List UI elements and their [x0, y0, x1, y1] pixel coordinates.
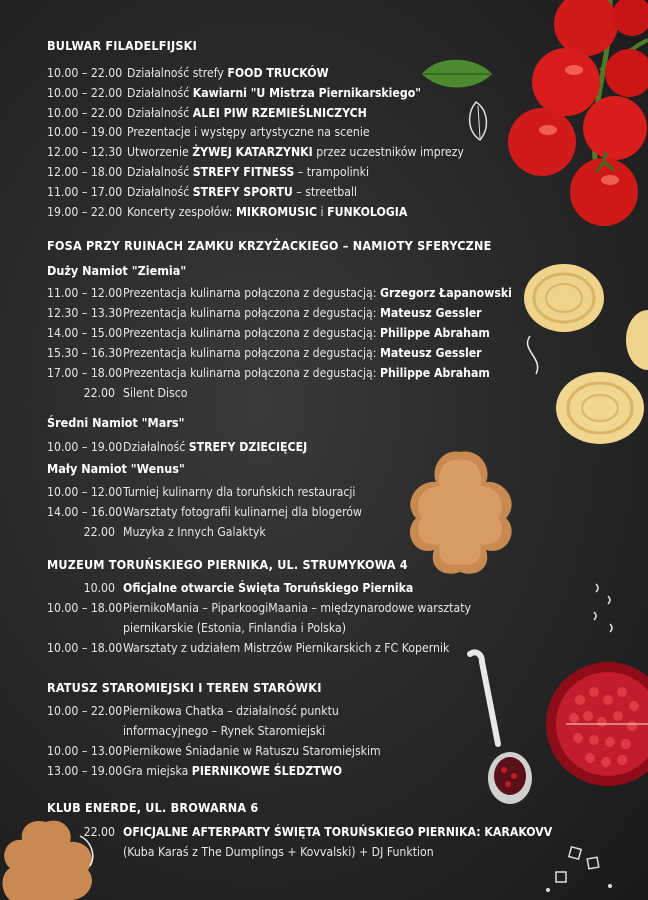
event-text: Działalność — [127, 165, 193, 179]
time-label: 10.00 – 19.00 — [47, 440, 123, 454]
schedule-row — [47, 764, 342, 778]
time-label: 11.00 – 12.00 — [47, 286, 123, 300]
time-label: 10.00 – 22.00 — [47, 85, 123, 100]
schedule-row — [47, 601, 471, 615]
time-label: 13.00 – 19.00 — [47, 764, 123, 778]
event-text: Działalność strefy — [127, 66, 228, 80]
event-text: Działalność — [123, 440, 189, 454]
event-highlight: OFICJALNE AFTERPARTY ŚWIĘTA TORUŃSKIEGO PIERNIKA: KARAKOVV — [123, 825, 553, 839]
event-text: Prezentacja kulinarna połączona z degustacją: — [123, 286, 380, 300]
event-text: piernikarskie (Estonia, Finlandia i Polska) — [123, 621, 346, 635]
event-text: Koncerty zespołów: — [127, 204, 236, 219]
time-label: 10.00 – 18.00 — [47, 601, 123, 615]
schedule-row-continuation — [47, 724, 325, 738]
schedule-row-continuation — [47, 845, 434, 859]
event-text: przez uczestników imprezy — [312, 145, 464, 160]
schedule-row — [47, 641, 449, 655]
subsection-title-maly-namiot: Mały Namiot "Wenus" — [47, 461, 185, 476]
time-label: 10.00 — [83, 581, 115, 595]
schedule-row — [47, 306, 482, 320]
event-text: Silent Disco — [123, 386, 188, 400]
basil-leaf-icon — [418, 52, 496, 142]
time-label: 15.30 – 16.30 — [47, 346, 123, 360]
event-text: Prezentacja kulinarna połączona z degustacją: — [123, 326, 380, 340]
event-highlight: Mateusz Gessler — [379, 346, 482, 360]
time-label: 14.00 – 16.00 — [47, 505, 123, 519]
pomegranate-icon — [546, 652, 648, 797]
event-text: Piernikowe Śniadanie w Ratuszu Staromiejskim — [123, 744, 381, 758]
schedule-row — [47, 286, 512, 300]
time-label: 22.00 — [83, 525, 115, 539]
chalk-doodle-icon — [586, 578, 626, 638]
time-label: 10.00 – 22.00 — [47, 66, 123, 80]
schedule-row — [47, 86, 421, 100]
event-text: Gra miejska — [123, 764, 192, 778]
section-title-klub: KLUB ENERDE, UL. BROWARNA 6 — [47, 800, 259, 815]
tagliatelle-nest-icon — [520, 240, 648, 455]
schedule-row-continuation — [47, 621, 346, 635]
event-text: Działalność — [127, 85, 193, 100]
event-highlight: Grzegorz Łapanowski — [379, 286, 512, 300]
time-label: 14.00 – 15.00 — [47, 326, 123, 340]
event-highlight: MIKROMUSIC — [235, 204, 318, 219]
schedule-row — [47, 145, 464, 159]
sugar-cubes-icon — [540, 842, 630, 900]
subsection-title-duzy-namiot: Duży Namiot "Ziemia" — [47, 263, 187, 278]
event-highlight: STREFY DZIECIĘCEJ — [188, 440, 308, 454]
event-highlight: Kawiarni "U Mistrza Piernikarskiego" — [192, 85, 421, 100]
schedule-row — [47, 66, 329, 80]
schedule-row — [47, 485, 355, 499]
event-highlight: STREFY FITNESS — [192, 165, 295, 179]
schedule-row — [47, 185, 357, 199]
schedule-row — [47, 165, 369, 179]
event-text: Prezentacja kulinarna połączona z degustacją: — [123, 346, 380, 360]
spoon-icon — [460, 648, 540, 808]
time-label: 10.00 – 22.00 — [47, 105, 123, 120]
event-text: i — [317, 204, 328, 219]
event-highlight: ALEI PIW RZEMIEŚLNICZYCH — [192, 105, 367, 120]
event-text: Prezentacja kulinarna połączona z degustacją: — [123, 366, 380, 380]
time-label: 10.00 – 19.00 — [47, 125, 123, 140]
time-label: 12.30 – 13.30 — [47, 306, 123, 320]
section-title-ratusz: RATUSZ STAROMIEJSKI I TEREN STARÓWKI — [47, 680, 322, 695]
time-label: 22.00 — [83, 386, 115, 400]
event-text: Piernikowa Chatka – działalność punktu — [123, 704, 339, 718]
event-text: Warsztaty fotografii kulinarnej dla blogerów — [123, 505, 362, 519]
event-highlight: FUNKOLOGIA — [327, 204, 408, 219]
section-title-muzeum: MUZEUM TORUŃSKIEGO PIERNIKA, UL. STRUMYKOWA 4 — [47, 557, 408, 572]
subsection-title-sredni-namiot: Średni Namiot "Mars" — [47, 415, 185, 430]
event-text: Warsztaty z udziałem Mistrzów Piernikarskich z FC Kopernik — [123, 641, 450, 655]
schedule-row — [47, 825, 552, 839]
schedule-row — [47, 744, 381, 758]
event-text: Utworzenie — [127, 145, 193, 160]
event-text: informacyjnego – Rynek Staromiejski — [123, 724, 326, 738]
time-label: 12.00 – 18.00 — [47, 165, 123, 179]
event-highlight: STREFY SPORTU — [192, 184, 293, 199]
schedule-row — [47, 525, 266, 539]
schedule-row — [47, 346, 482, 360]
time-label: 12.00 – 12.30 — [47, 145, 123, 160]
time-label: 10.00 – 18.00 — [47, 641, 123, 655]
event-text: Muzyka z Innych Galaktyk — [123, 525, 266, 539]
schedule-row — [47, 581, 413, 595]
gingerbread-cookie-icon — [402, 448, 520, 578]
time-label: 11.00 – 17.00 — [47, 184, 123, 199]
event-highlight: Philippe Abraham — [379, 366, 490, 380]
tomato-vine-icon — [500, 0, 648, 232]
event-text: Prezentacja kulinarna połączona z degustacją: — [123, 306, 380, 320]
event-highlight: Philippe Abraham — [379, 326, 490, 340]
event-text: PiernikoMania – PiparkoogiMaania – międzynarodowe warsztaty — [123, 601, 471, 615]
time-label: 22.00 — [83, 825, 115, 839]
schedule-row — [47, 125, 370, 139]
schedule-row — [47, 366, 490, 380]
time-label: 10.00 – 13.00 — [47, 744, 123, 758]
event-highlight: ŻYWEJ KATARZYNKI — [192, 145, 313, 160]
schedule-row — [47, 440, 307, 454]
event-text: – trampolinki — [294, 165, 370, 179]
event-highlight: Oficjalne otwarcie Święta Toruńskiego Piernika — [123, 581, 414, 595]
event-highlight: Mateusz Gessler — [379, 306, 482, 320]
event-highlight: PIERNIKOWE ŚLEDZTWO — [191, 764, 343, 778]
time-label: 10.00 – 22.00 — [47, 704, 123, 718]
event-text: Turniej kulinarny dla toruńskich restauracji — [123, 485, 356, 499]
event-text: – streetball — [292, 184, 358, 199]
event-highlight: FOOD TRUCKÓW — [227, 66, 329, 80]
schedule-row — [47, 326, 490, 340]
event-text: Prezentacje i występy artystyczne na scenie — [127, 125, 370, 140]
section-title-bulwar: BULWAR FILADELFIJSKI — [47, 38, 197, 53]
schedule-row — [47, 106, 367, 120]
time-label: 19.00 – 22.00 — [47, 204, 123, 219]
schedule-row — [47, 704, 339, 718]
time-label: 10.00 – 12.00 — [47, 485, 123, 499]
time-label: 17.00 – 18.00 — [47, 366, 123, 380]
event-text: (Kuba Karaś z The Dumplings + Kovvalski) + DJ Funktion — [123, 845, 434, 859]
event-text: Działalność — [127, 184, 193, 199]
schedule-row — [47, 386, 187, 400]
schedule-row — [47, 205, 407, 219]
schedule-row — [47, 505, 362, 519]
event-text: Działalność — [127, 105, 193, 120]
section-title-fosa: FOSA PRZY RUINACH ZAMKU KRZYŻACKIEGO – NAMIOTY SFERYCZNE — [47, 238, 492, 253]
